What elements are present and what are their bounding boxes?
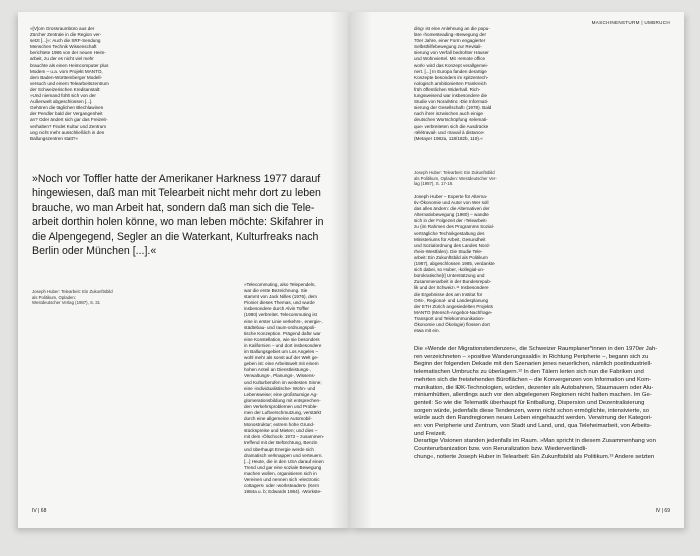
- left-page-number: IV | 68: [32, 508, 47, 514]
- right-gutter-shadow: [350, 12, 372, 528]
- running-head: MASCHINENSTURM | UMBRUCH: [591, 20, 670, 25]
- body-text: Die »Wende der Migrationstendenzen«, die Schweizer Raumplaner*innen in den 1970er Jah- ren verzeichneten – »positive Wanderungssaldi« in Richtung Peripherie –, begann sich zu Beginn der folgenden Dekade mit den Szenarien jenes neuerlichen, nämlich postindustriell- telematischen Umbruchs zu überlagern.¹² In den Tälern lerten sich nun die Fabriken und mehrten sich die freistehenden Büroflächen – die Konvergenzen von Information und Kom- munikation, die IÐK-Technologien, würden, dezenter als Autobahnen, Staumauern oder Alu- miniumhütten, allerdings auch vor den abgelegenen Regionen nicht halten machen. Im Ge- genteil: So wie die Telematik überhaupt für Entballung, Dispersion und Dezentralisierung sorgen würde, jedenfalls diese Tendenzen, wenn nicht schon ermöglichte, intensivierte, so würde auch den Randregionen neues Leben eingehaucht werden. Verwirrung der Kategori- en: von Peripherie und Zentrum, von Stadt und Land, und, qua Teleheimarbeit, von Arbeits- und Freizeit. Derartige Visionen standen jedenfalls im Raum. »Man spricht in diesem Zusammenhang von Counterurbanization bzw. von Reruralization bzw. Wiederverländli- chung«, notierte Joseph Huber in Telearbeit: Ein Zukunftsbild als Politikum.¹³ Andere setzten: [414, 346, 658, 460]
- pull-quote-source: Joseph Huber: Telearbeit: Ein Zukunftsbild als Politikum, Opladen: Westdeutscher Verlag (1987), S. 31: [32, 289, 113, 306]
- book-spread: [18, 12, 682, 540]
- left-column-quote: »Telecommuting, also Telependeln, war die erste Bezeichnung. Sie stammt von Jack Nilles (1976), dem Pionier dieses Themas, und wurde insbesondere durch Alvin Toffler (1980) verbreitet. Telecommuting ist eine in erster Linie verkehrs-, energie-, städtebau- und raum-ordnungspoli- tische Konzeption. Prägend dafür war eine Konstellation, wie sie besonders in Kalifornien – und dort insbesondere im Ballungsgebiet um Los Angeles – wohl mehr als sonst auf der Welt ge- geben ist: eine Arbeitswelt mit einem hohen Anteil an Dienstleistungs-, Verwaltungs-, Planungs-, Wissens- und Kulturberufen im weitesten Sinne; eine ›individualistische‹ Wohn- und Lebensweise; eine großräumige Ag- glomerationsbildung mit entsprechen- den Verkehrsproblemen und Proble- men der Luftverschmutzung, verstärkt durch eine allgemeine Automobil- Monostruktur; extrem hohe Grund- stückspreise und Mieten; und dies – mit dem ›Ölschock‹ 1973 – zusammen- treffend mit der Befürchtung, Benzin und überhaupt Energie werde sich dramatisch verknappen und verteuern. [...] Heute, die in den USA darauf einen Trend und gar eine soziale Bewegung machen wollen, organisieren sich in Vereinen und nennen sich ›electronic cottagers‹ oder ›worksteaders‹ (Kern 1984a u. b; Edwards 1984). ›Workste-: [244, 282, 325, 495]
- author-bio: Joseph Huber – Experte für Alterna- tiv-Ökonomie und Autor von Wer soll das alles ändern: die Alternativen der Alternativbewegung (1980) – wandte sich in der Folgezeit der ›Telearbeit‹ zu (im Rahmen des Programms Sozial- verträgliche Technikgestaltung des Ministeriums für Arbeit, Gesundheit und Sozialordnung des Landes Nord- rhein-Westfalen). Die Studie Tele- arbeit: Ein Zukunftsbild als Politikum (1987), abgeschlossen 1985, verdankte sich dabei, so Huber, ›kollegial-un- bürokratische[r] Unterstützung und Zusammenarbeit in der Bundesrepub- lik und der Schweiz‹.¹¹ Insbesondere die Ergebnisse des am Institut für Orts-, Regional- und Landesplanung der ETH Zürich angesiedelten Projekts MANTO (Mensch-Angebot-Nachfrage- Transport und Telekommunikation- Ökonomie und Ökologie) flossen dort etwa mit ein.: [414, 194, 495, 334]
- left-margin-quote: »[V]om Grossraumbüro aus der Zürcher Zentrale in die Region ver- setzt [...]«: Auch die SRF-Sendung Menschen Technik Wissenschaft berichtete 1986 von der neuen Heim- arbeit, zu der es nicht viel mehr brauchte als einen Heimcomputer plus Modem – u.a. vom Projekt MANTO, dem Baden-Württemberger Modell- versuch und einem Telearbeitszentrum der Schweizerischen Kreditanstalt: »Und niemand fühlt sich von der Außenwelt abgeschlossen [...]. Gehören die täglichen Blechlawinen der Pendler bald der Vergangenheit an? Oder ändert sich gar das Freizeit- verhalten? Findet Kultur und Zentrum ung nicht mehr ausschließlich in den Ballungszentren statt?«: [30, 26, 109, 141]
- left-page: [18, 12, 352, 528]
- right-column-source: Joseph Huber: Telearbeit: Ein Zukunftsbild als Politikum, Opladen: Westdeutscher Ver- lag (1987), S. 17-18.: [414, 170, 497, 187]
- right-column-quote: ding‹ ist eine Anlehnung an die popu- läre ›homesteading‹-Bewegung der 70er Jahre, einer Form engagierter Selbsthilfebewegung zur Revitali- sierung von Verfall bedrohter Häuser und Wohnviertel. Mit ›remote office work‹ wird das Konzept verallgemei- nert. [...] In Europa fanden derartige Konzepte besonders im spitzentech- nologisch ambitionierten Frankreich früh öffentlichen Widerhall. Rich- tungsweisend war insbesondere die Studie von Nora/Minc ›Die Informati- sierung der Gesellschaft‹ (1978). Bald nach ihrer inzwischen auch einige deutschen Wortschöpfung ›telemati- que‹ verbreiteten sich die Ausdrücke ›télétravail‹ und ›travail à distance‹ (Metayer 1982a, 118/182b, 119).«: [414, 26, 492, 141]
- right-page-number: IV | 69: [655, 508, 670, 514]
- pull-quote: »Noch vor Toffler hatte der Amerikaner Harkness 1977 darauf hingewiesen, daß man mit Telearbeit nicht mehr dort zu leben brauche, wo man Arbeit hat, sondern daß man sich die Tele- arbeit dorthin holen könne, wo man leben möchte: Skifahrer in die Alpengegend, Segler an die Waterkant, Kulturfreaks nach Berlin oder München [...].«: [32, 173, 324, 258]
- right-page: [350, 12, 684, 528]
